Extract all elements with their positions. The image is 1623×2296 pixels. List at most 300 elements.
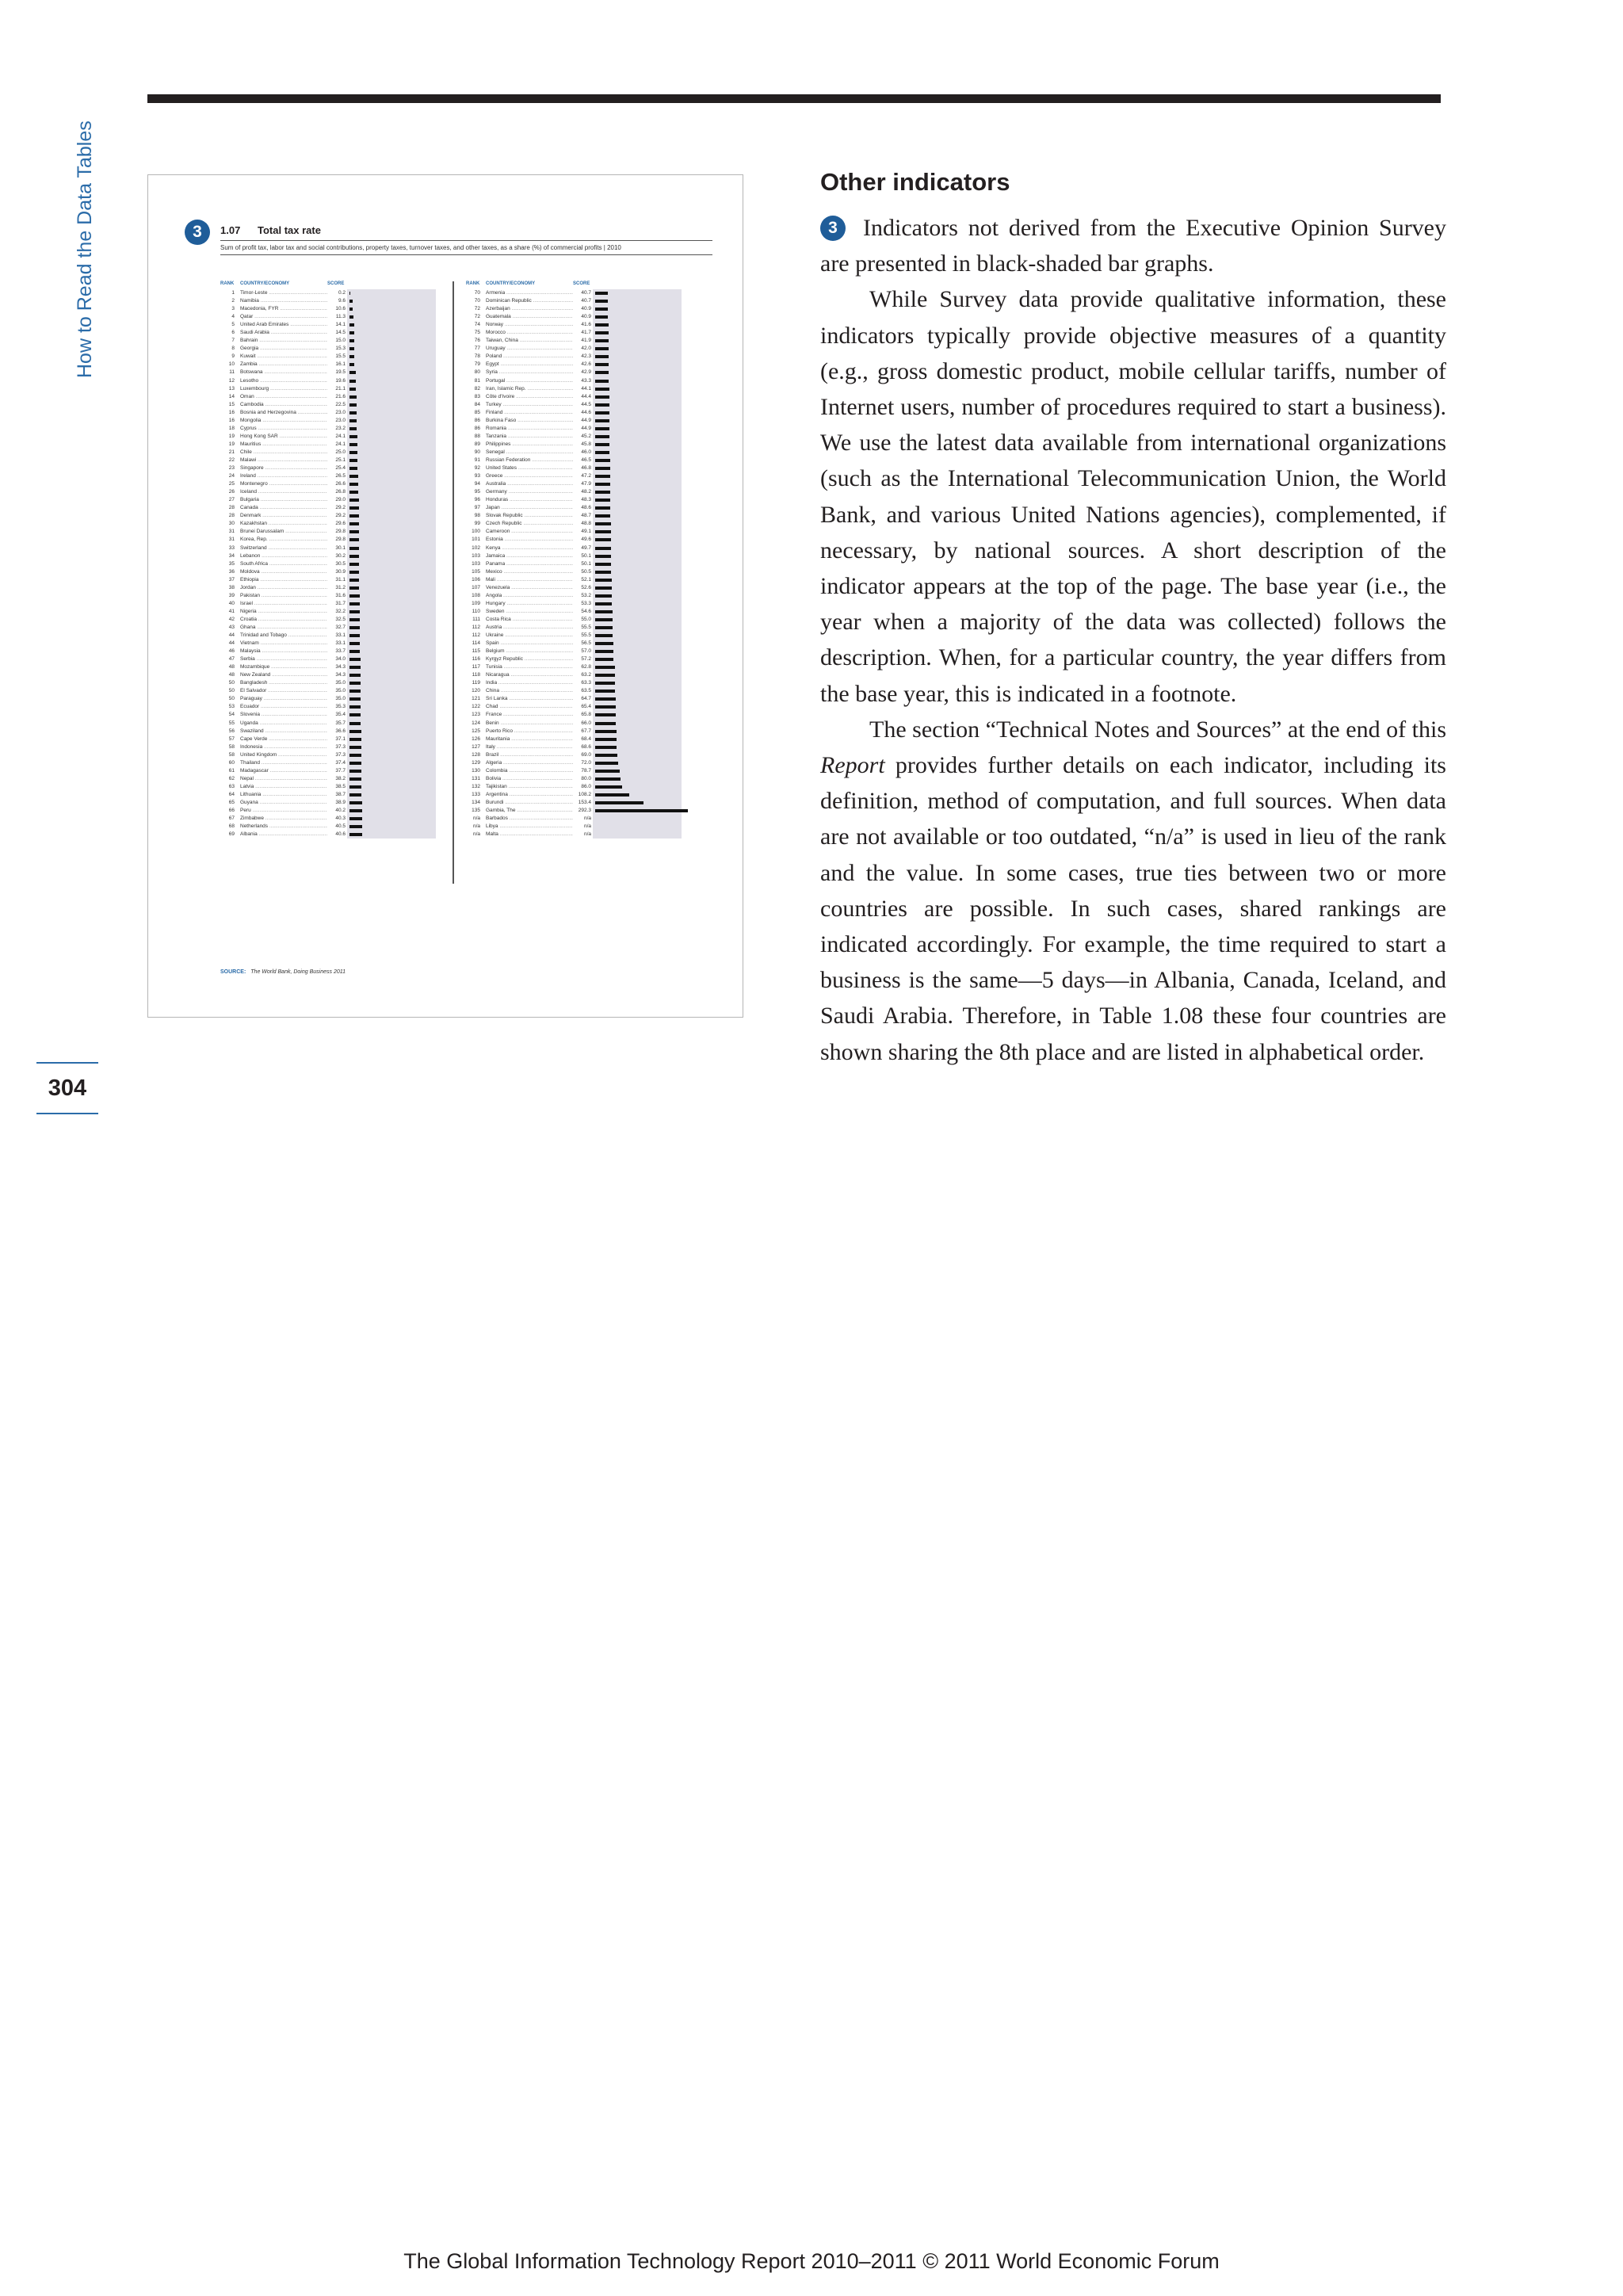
score-cell: 40.9 — [573, 305, 591, 313]
rank-cell: 74 — [474, 322, 480, 328]
country-cell: Egypt ..... — [486, 361, 573, 369]
score-bar — [349, 427, 357, 430]
rank-cell: 109 — [472, 600, 480, 606]
rank-cell: 37 — [228, 576, 235, 583]
score-bar — [349, 292, 350, 295]
score-cell: 32.2 — [327, 608, 346, 616]
score-bar — [349, 530, 359, 533]
country-cell: Puerto Rico ..... — [486, 728, 573, 735]
score-cell: 14.1 — [327, 321, 346, 329]
score-bar — [595, 626, 613, 629]
country-cell: Gambia, The ..... — [486, 807, 573, 815]
country-cell: Libya ..... — [486, 823, 573, 831]
score-cell: 45.8 — [573, 441, 591, 449]
rank-cell: 100 — [472, 529, 480, 535]
score-cell: 30.1 — [327, 544, 346, 552]
rank-cell: 10 — [228, 361, 235, 368]
section-title: How to Read the Data Tables — [74, 120, 96, 378]
score-cell: 9.6 — [327, 297, 346, 305]
score-bar — [349, 730, 361, 733]
paragraph-3 — [820, 712, 1446, 1070]
score-cell: 31.2 — [327, 584, 346, 592]
country-cell: Swaziland ..... — [240, 728, 327, 735]
score-bar — [349, 650, 360, 653]
rank-cell: 117 — [472, 664, 480, 670]
rank-cell: 35 — [228, 560, 235, 567]
score-cell: 16.1 — [327, 361, 346, 369]
score-bar — [595, 586, 612, 590]
score-cell: 67.7 — [573, 728, 591, 735]
country-cell: Macedonia, FYR ..... — [240, 305, 327, 313]
country-cell: Uruguay ..... — [486, 345, 573, 353]
score-cell: 47.9 — [573, 480, 591, 488]
score-cell: 25.1 — [327, 457, 346, 464]
country-cell: Singapore ..... — [240, 464, 327, 472]
country-cell: Brunei Darussalam ..... — [240, 528, 327, 536]
rank-cell: 125 — [472, 728, 480, 734]
score-cell: 38.5 — [327, 783, 346, 791]
score-bar — [595, 650, 613, 653]
country-cell: Belgium ..... — [486, 648, 573, 655]
country-cell: Morocco ..... — [486, 329, 573, 337]
country-cell: Mozambique ..... — [240, 663, 327, 671]
country-cell: Latvia ..... — [240, 783, 327, 791]
rank-cell: 112 — [472, 632, 480, 639]
score-cell: 53.2 — [573, 592, 591, 600]
score-cell: 25.0 — [327, 449, 346, 457]
header-rank: RANK — [220, 281, 235, 286]
score-bar — [595, 419, 609, 422]
score-cell: 40.7 — [573, 297, 591, 305]
rank-cell: 108 — [472, 592, 480, 598]
score-bar — [595, 331, 609, 334]
score-bar — [349, 762, 361, 765]
score-bar — [349, 722, 361, 725]
rank-cell: 135 — [472, 808, 480, 814]
country-cell: Senegal ..... — [486, 449, 573, 457]
country-cell: Slovenia ..... — [240, 711, 327, 719]
reference-badge: 3 — [820, 216, 846, 241]
page-footer: The Global Information Technology Report 2010–2011 © 2011 World Economic Forum — [403, 2249, 1220, 2273]
rank-cell: 25 — [228, 481, 235, 487]
rank-cell: 31 — [228, 537, 235, 543]
score-cell: 14.5 — [327, 329, 346, 337]
score-bar — [595, 610, 613, 613]
score-bar — [349, 467, 357, 470]
score-bar — [349, 339, 354, 342]
country-cell: Mali ..... — [486, 576, 573, 584]
score-bar — [595, 427, 609, 430]
score-bar — [595, 475, 610, 478]
score-cell: 35.0 — [327, 687, 346, 695]
rank-cell: 57 — [228, 735, 235, 742]
country-cell: Zambia ..... — [240, 361, 327, 369]
rank-cell: 31 — [228, 529, 235, 535]
header-country: COUNTRY/ECONOMY — [240, 281, 290, 286]
score-bar — [595, 435, 609, 438]
score-cell: 63.2 — [573, 671, 591, 679]
page-number: 304 — [36, 1062, 98, 1114]
rank-cell: 99 — [474, 521, 480, 527]
country-cell: Cambodia ..... — [240, 401, 327, 409]
score-bar — [349, 770, 361, 773]
rank-cell: 65 — [228, 800, 235, 805]
country-cell: Costa Rica ..... — [486, 616, 573, 624]
score-bar — [595, 514, 610, 518]
score-cell: 26.6 — [327, 480, 346, 488]
score-cell: 40.2 — [327, 807, 346, 815]
score-cell: 31.7 — [327, 600, 346, 608]
rank-cell: 19 — [228, 441, 235, 447]
rank-cell: 28 — [228, 505, 235, 511]
country-cell: Poland ..... — [486, 353, 573, 361]
score-bar — [349, 626, 360, 629]
score-bar — [595, 522, 611, 525]
country-cell: Venezuela ..... — [486, 584, 573, 592]
score-cell: 29.6 — [327, 520, 346, 528]
rank-cell: 41 — [228, 608, 235, 614]
score-cell: 24.1 — [327, 441, 346, 449]
country-cell: Jordan ..... — [240, 584, 327, 592]
country-cell: Germany ..... — [486, 488, 573, 496]
country-cell: Israel ..... — [240, 600, 327, 608]
country-cell: Bosnia and Herzegovina ..... — [240, 409, 327, 417]
rank-cell: 7 — [231, 338, 235, 344]
rank-cell: 48 — [228, 664, 235, 670]
rank-cell: 86 — [474, 417, 480, 423]
paragraph-1 — [820, 210, 1446, 281]
country-cell: Ukraine ..... — [486, 632, 573, 640]
country-cell: Australia ..... — [486, 480, 573, 488]
score-cell: 86.0 — [573, 783, 591, 791]
country-cell: Malta ..... — [486, 831, 573, 839]
figure-number: 1.07 — [220, 224, 241, 236]
rank-cell: 115 — [472, 648, 480, 655]
score-cell: 23.0 — [327, 409, 346, 417]
country-cell: France ..... — [486, 711, 573, 719]
score-bar — [349, 833, 362, 836]
country-cell: Chile ..... — [240, 449, 327, 457]
rank-cell: 39 — [228, 592, 235, 598]
rank-cell: 119 — [472, 680, 480, 686]
score-bar — [349, 538, 359, 541]
score-bar — [349, 331, 354, 334]
figure-title: Total tax rate — [258, 224, 321, 236]
score-cell: 42.9 — [573, 369, 591, 376]
score-cell: 41.7 — [573, 329, 591, 337]
country-cell: Ireland ..... — [240, 472, 327, 480]
country-cell: Barbados ..... — [486, 815, 573, 823]
score-bar — [595, 634, 613, 637]
score-bar — [349, 451, 357, 454]
score-cell: 44.9 — [573, 417, 591, 425]
score-cell: 21.1 — [327, 385, 346, 393]
score-bar — [349, 571, 359, 574]
country-cell: Nicaragua ..... — [486, 671, 573, 679]
rank-cell: 70 — [474, 298, 480, 304]
country-cell: Spain ..... — [486, 640, 573, 648]
country-cell: Sri Lanka ..... — [486, 695, 573, 703]
score-cell: 21.6 — [327, 393, 346, 401]
score-cell: 37.4 — [327, 759, 346, 767]
score-cell: 63.3 — [573, 679, 591, 687]
country-cell: Bangladesh ..... — [240, 679, 327, 687]
rank-cell: 48 — [228, 672, 235, 678]
score-bar — [595, 571, 611, 574]
score-cell: n/a — [573, 815, 591, 823]
country-cell: Colombia ..... — [486, 767, 573, 775]
score-bar — [349, 514, 359, 518]
country-cell: Mauritius ..... — [240, 441, 327, 449]
score-bar — [349, 315, 353, 319]
country-cell: Bulgaria ..... — [240, 496, 327, 504]
rank-cell: 63 — [228, 783, 235, 789]
country-cell: Benin ..... — [486, 720, 573, 728]
score-bar — [595, 666, 615, 669]
rank-cell: 44 — [228, 632, 235, 639]
score-bar — [595, 300, 608, 303]
score-bar — [349, 371, 356, 374]
score-bar — [349, 475, 358, 478]
country-cell: Denmark ..... — [240, 512, 327, 520]
score-cell: 33.1 — [327, 640, 346, 648]
rank-cell: 90 — [474, 449, 480, 455]
score-bar — [595, 682, 615, 685]
country-cell: Bahrain ..... — [240, 337, 327, 345]
country-cell: Finland ..... — [486, 409, 573, 417]
header-score: SCORE — [327, 281, 345, 286]
score-cell: 40.6 — [327, 831, 346, 839]
score-bar — [349, 586, 359, 590]
score-bar — [595, 380, 609, 383]
score-cell: 29.2 — [327, 512, 346, 520]
score-bar — [595, 395, 609, 399]
score-bar — [349, 491, 358, 494]
country-cell: Russian Federation ..... — [486, 457, 573, 464]
rank-cell: 61 — [228, 767, 235, 774]
score-cell: 35.4 — [327, 711, 346, 719]
score-bar — [595, 746, 617, 749]
score-bar — [349, 459, 357, 462]
rank-cell: 15 — [228, 401, 235, 407]
country-cell: Mexico ..... — [486, 568, 573, 576]
country-cell: Turkey ..... — [486, 401, 573, 409]
rank-cell: 134 — [472, 800, 480, 805]
rank-cell: 12 — [228, 377, 235, 384]
score-bar — [595, 713, 616, 716]
rank-cell: 102 — [472, 544, 480, 551]
country-cell: El Salvador ..... — [240, 687, 327, 695]
country-cell: United Kingdom ..... — [240, 751, 327, 759]
rank-cell: 80 — [474, 369, 480, 376]
country-cell: Hungary ..... — [486, 600, 573, 608]
rank-cell: 95 — [474, 489, 480, 495]
score-bar — [349, 690, 361, 693]
score-cell: n/a — [573, 831, 591, 839]
score-cell: 40.7 — [573, 289, 591, 297]
rank-cell: 94 — [474, 481, 480, 487]
country-cell: Malaysia ..... — [240, 648, 327, 655]
country-cell: Serbia ..... — [240, 655, 327, 663]
country-cell: Sweden ..... — [486, 608, 573, 616]
score-bar — [349, 443, 357, 446]
score-bar — [595, 547, 611, 550]
score-cell: 80.0 — [573, 775, 591, 783]
rank-cell: 1 — [231, 290, 235, 296]
rank-cell: 121 — [472, 696, 480, 702]
score-cell: 31.1 — [327, 576, 346, 584]
score-bar — [349, 388, 356, 391]
score-bar — [595, 722, 616, 725]
score-cell: 34.0 — [327, 655, 346, 663]
score-cell: 69.0 — [573, 751, 591, 759]
column-divider — [453, 281, 454, 884]
country-cell: Zimbabwe ..... — [240, 815, 327, 823]
country-cell: Saudi Arabia ..... — [240, 329, 327, 337]
score-cell: 108.2 — [573, 791, 591, 799]
score-cell: 47.2 — [573, 472, 591, 480]
score-cell: 19.6 — [327, 377, 346, 385]
rank-cell: 105 — [472, 568, 480, 575]
score-cell: 46.8 — [573, 464, 591, 472]
rank-cell: 16 — [228, 417, 235, 423]
rank-cell: 106 — [472, 576, 480, 583]
score-cell: 15.3 — [327, 345, 346, 353]
score-bar — [595, 403, 609, 407]
score-cell: 30.2 — [327, 552, 346, 560]
country-cell: Tunisia ..... — [486, 663, 573, 671]
score-cell: 41.9 — [573, 337, 591, 345]
rank-cell: 46 — [228, 648, 235, 655]
score-cell: 29.8 — [327, 528, 346, 536]
country-cell: Argentina ..... — [486, 791, 573, 799]
rank-cell: n/a — [472, 823, 480, 830]
score-cell: 57.0 — [573, 648, 591, 655]
score-bar — [349, 403, 357, 407]
country-cell: Switzerland ..... — [240, 544, 327, 552]
score-bar — [595, 594, 612, 598]
score-bar — [595, 388, 609, 391]
score-bar — [349, 363, 354, 366]
score-cell: 52.1 — [573, 576, 591, 584]
country-cell: Netherlands ..... — [240, 823, 327, 831]
score-bar — [595, 491, 610, 494]
score-cell: 40.3 — [327, 815, 346, 823]
score-cell: 10.6 — [327, 305, 346, 313]
country-cell: Cape Verde ..... — [240, 735, 327, 743]
rank-cell: 13 — [228, 385, 235, 392]
score-cell: 40.5 — [327, 823, 346, 831]
score-bar — [349, 522, 359, 525]
rank-cell: 77 — [474, 346, 480, 352]
rank-cell: 72 — [474, 306, 480, 312]
rank-cell: 60 — [228, 759, 235, 766]
score-bar — [349, 579, 359, 582]
score-cell: 65.8 — [573, 711, 591, 719]
score-bar — [595, 467, 610, 470]
country-cell: Hong Kong SAR ..... — [240, 433, 327, 441]
source-text: The World Bank, Doing Business 2011 — [250, 969, 346, 975]
country-cell: Ecuador ..... — [240, 703, 327, 711]
rank-cell: 133 — [472, 791, 480, 797]
score-cell: 33.1 — [327, 632, 346, 640]
rank-cell: 27 — [228, 497, 235, 503]
score-bar — [349, 801, 362, 804]
rank-cell: 70 — [474, 290, 480, 296]
score-bar — [349, 347, 354, 350]
rank-cell: 58 — [228, 743, 235, 750]
score-cell: 72.0 — [573, 759, 591, 767]
country-cell: Azerbaijan ..... — [486, 305, 573, 313]
source-label: SOURCE: — [220, 969, 246, 975]
rank-cell: 124 — [472, 720, 480, 726]
rank-cell: 21 — [228, 449, 235, 455]
score-cell: 66.0 — [573, 720, 591, 728]
score-cell: 153.4 — [573, 799, 591, 807]
score-bar — [595, 762, 618, 765]
rank-cell: 123 — [472, 712, 480, 718]
score-bar — [595, 499, 610, 502]
country-cell: Tajikistan ..... — [486, 783, 573, 791]
score-bar — [595, 602, 612, 606]
country-cell: Dominican Republic ..... — [486, 297, 573, 305]
score-bar — [349, 499, 359, 502]
country-cell: Cameroon ..... — [486, 528, 573, 536]
country-cell: Kyrgyz Republic ..... — [486, 655, 573, 663]
rank-cell: 116 — [472, 656, 480, 663]
country-cell: Jamaica ..... — [486, 552, 573, 560]
rank-cell: 40 — [228, 600, 235, 606]
score-bar — [595, 738, 617, 741]
score-bar — [595, 371, 609, 374]
score-cell: 42.6 — [573, 361, 591, 369]
score-bar — [349, 308, 353, 311]
rank-cell: 120 — [472, 688, 480, 694]
score-bar — [595, 579, 612, 582]
score-cell: 49.1 — [573, 528, 591, 536]
score-cell: 48.7 — [573, 512, 591, 520]
score-bar — [595, 323, 609, 327]
country-cell: Georgia ..... — [240, 345, 327, 353]
score-cell: 44.6 — [573, 409, 591, 417]
score-cell: 40.9 — [573, 313, 591, 321]
rank-cell: 72 — [474, 314, 480, 320]
country-cell: China ..... — [486, 687, 573, 695]
country-cell: India ..... — [486, 679, 573, 687]
score-cell: 29.0 — [327, 496, 346, 504]
score-cell: 46.5 — [573, 457, 591, 464]
country-cell: Guyana ..... — [240, 799, 327, 807]
score-cell: 34.3 — [327, 663, 346, 671]
country-cell: Mongolia ..... — [240, 417, 327, 425]
rank-cell: 127 — [472, 743, 480, 750]
rank-cell: 89 — [474, 441, 480, 447]
score-bar — [595, 705, 616, 709]
score-cell: 48.3 — [573, 496, 591, 504]
score-bar — [349, 713, 361, 716]
score-cell: 53.3 — [573, 600, 591, 608]
rank-cell: 5 — [231, 322, 235, 328]
rank-cell: 64 — [228, 791, 235, 797]
score-bar — [349, 435, 357, 438]
country-cell: Guatemala ..... — [486, 313, 573, 321]
score-cell: 30.5 — [327, 560, 346, 568]
score-cell: 63.5 — [573, 687, 591, 695]
section-heading: Other indicators — [820, 168, 1010, 196]
country-cell: Pakistan ..... — [240, 592, 327, 600]
score-cell: 44.5 — [573, 401, 591, 409]
country-cell: Nigeria ..... — [240, 608, 327, 616]
